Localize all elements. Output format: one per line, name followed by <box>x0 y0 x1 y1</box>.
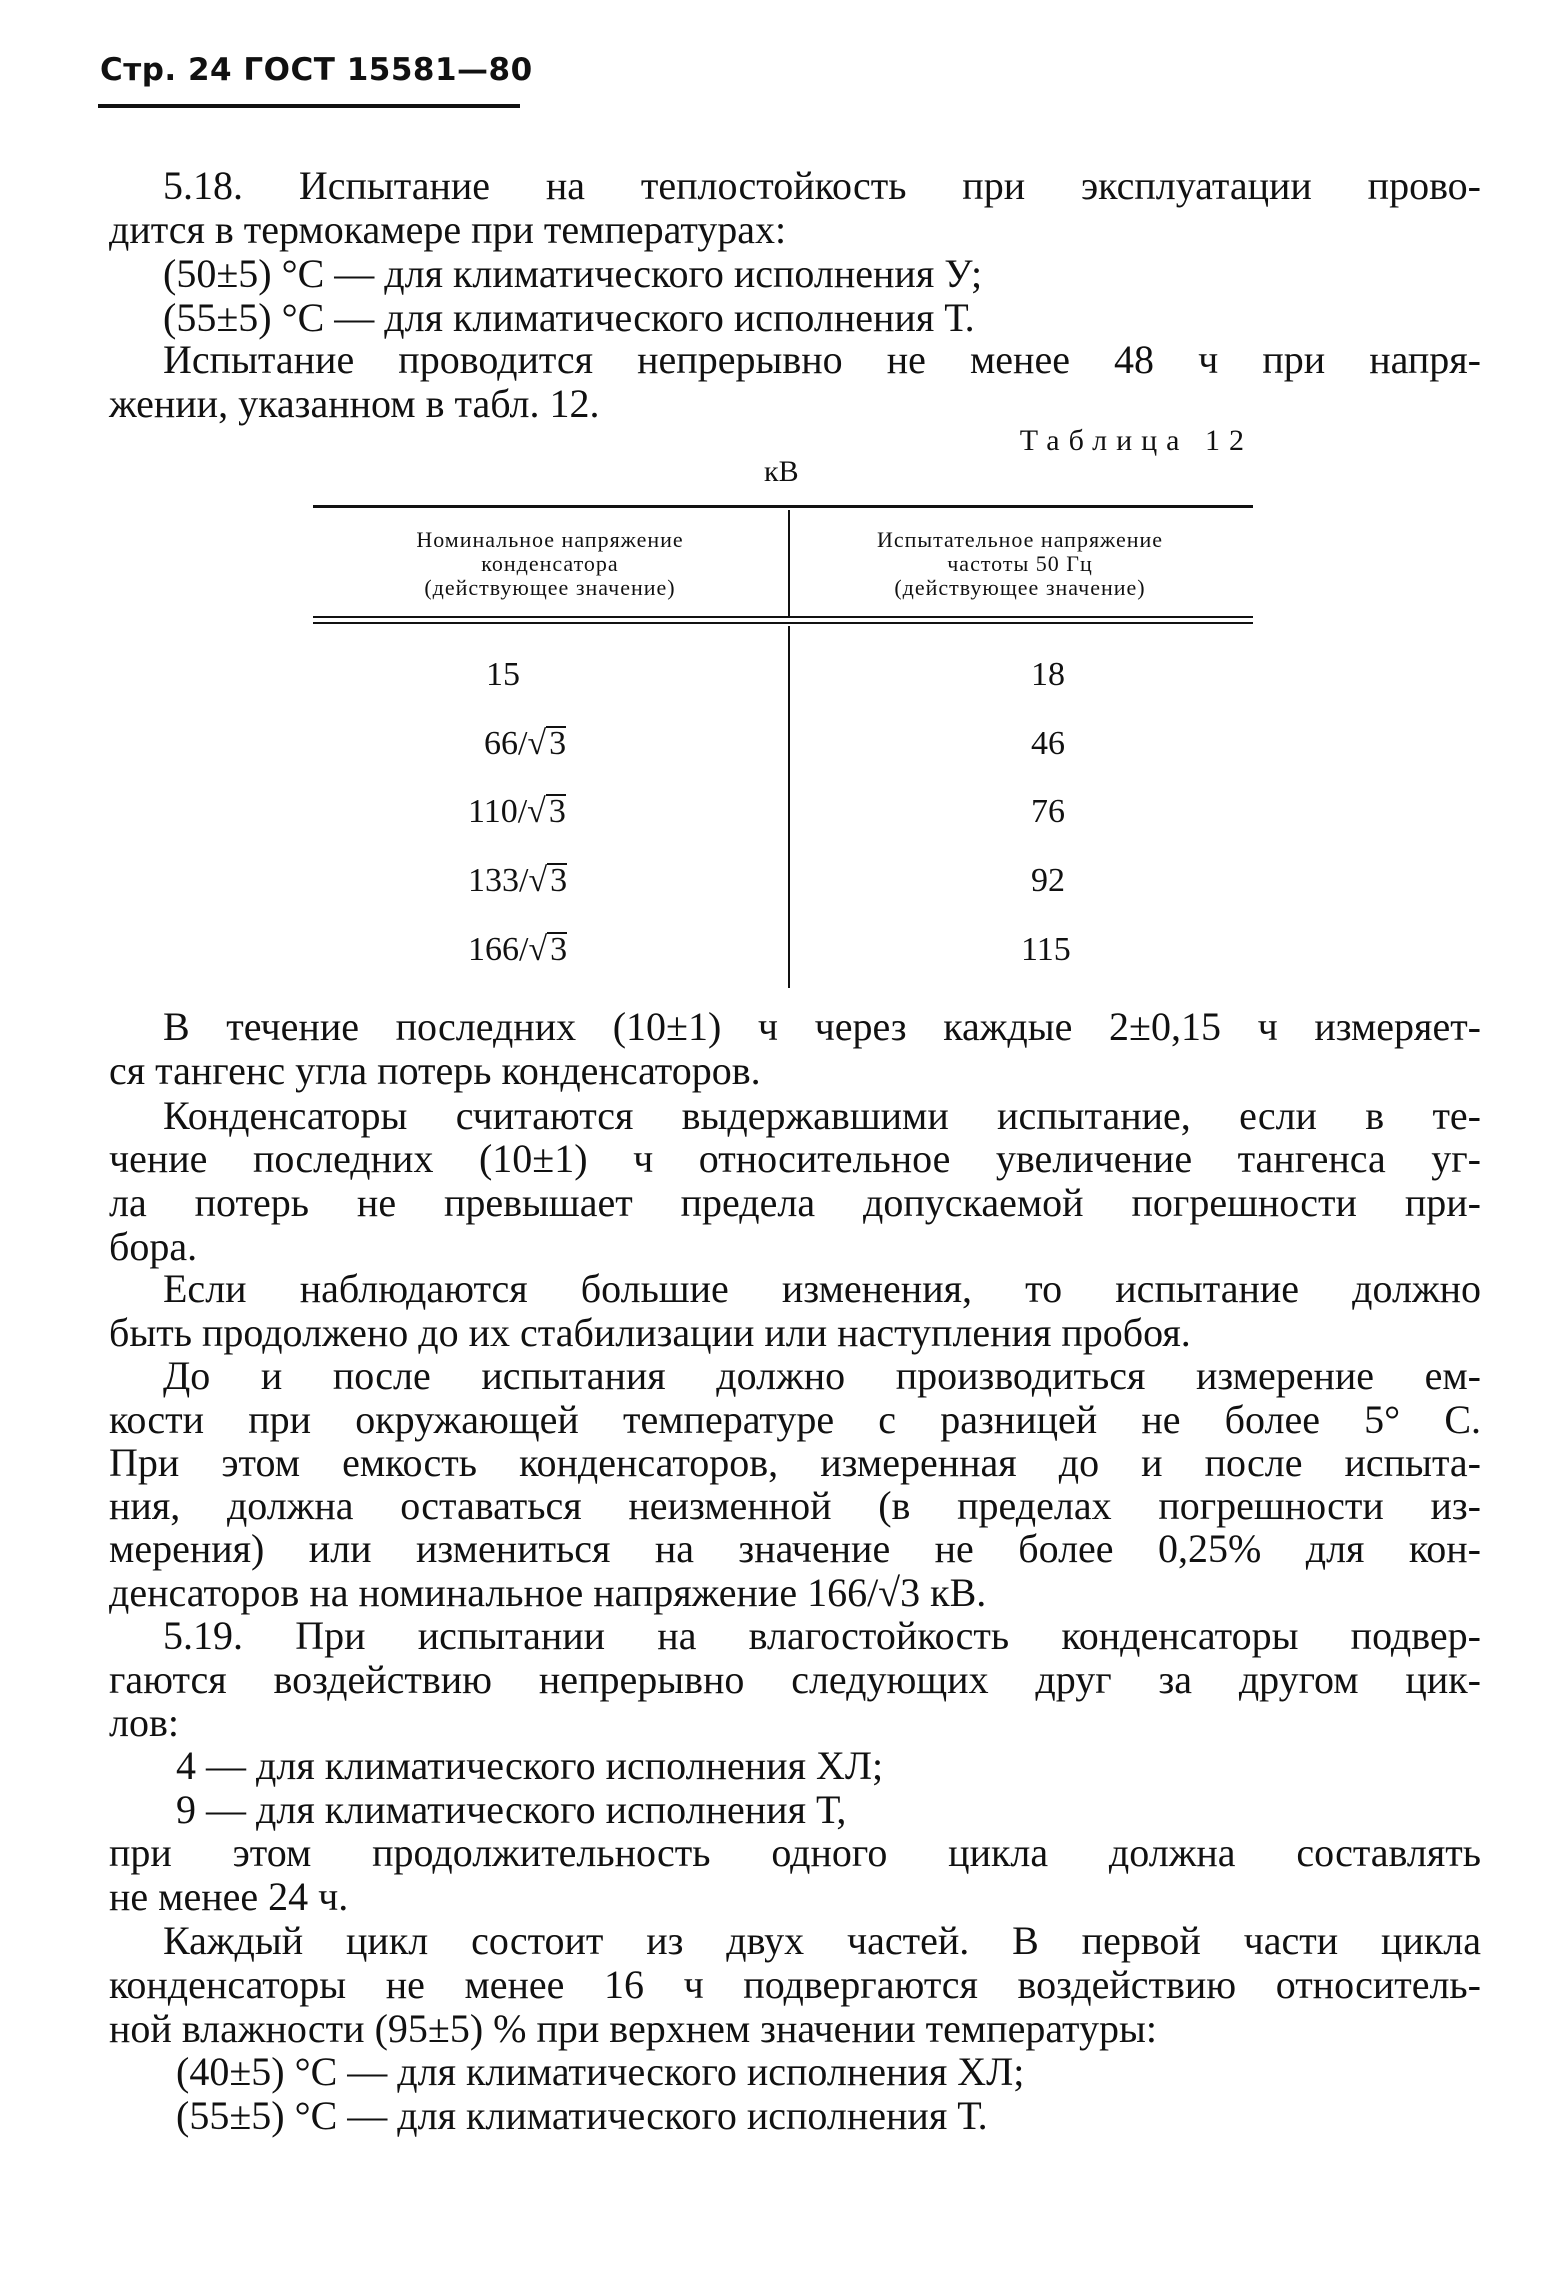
page-header: Стр. 24 ГОСТ 15581—80 <box>100 52 533 88</box>
table-header-divider <box>788 510 790 618</box>
header-line: конденсатора <box>481 551 619 576</box>
sqrt-radicand: 3 <box>547 932 567 966</box>
text-line: кости при окружающей температуре с разницей не более 5° С. <box>109 1397 1481 1442</box>
text-line: при этом продолжительность одного цикла должна составлять <box>109 1830 1481 1875</box>
text-line: (55±5) °С — для климатического исполнения Т. <box>163 295 975 340</box>
table-unit: кВ <box>764 455 799 488</box>
column-header-nominal <box>330 528 770 600</box>
header-line: частоты 50 Гц <box>947 551 1093 576</box>
table-cell-nominal <box>486 655 520 695</box>
header-line: (действующее значение) <box>424 575 676 600</box>
table-cell-test: 76 <box>1031 793 1065 830</box>
text-line: денсаторов на номинальное напряжение 166/√3 кВ. <box>109 1570 987 1615</box>
text-line: дится в термокамере при температурах: <box>109 207 787 252</box>
sqrt-radicand: 3 <box>547 863 567 897</box>
table-cell-nominal <box>468 792 566 832</box>
nominal-value: 15 <box>486 656 520 693</box>
text-line: бора. <box>109 1224 198 1269</box>
text-line: При этом емкость конденсаторов, измеренная до и после испыта- <box>109 1440 1481 1485</box>
text-line: ния, должна оставаться неизменной (в пределах погрешности из- <box>109 1483 1481 1528</box>
text-line: В течение последних (10±1) ч через каждые 2±0,15 ч измеряет- <box>163 1004 1481 1049</box>
text-line: не менее 24 ч. <box>109 1874 349 1919</box>
table-cell-nominal <box>468 930 567 970</box>
text-line: (50±5) °С — для климатического исполнения У; <box>163 251 983 296</box>
table-cell-test: 18 <box>1031 656 1065 693</box>
text-line: Конденсаторы считаются выдержавшими испытание, если в те- <box>163 1093 1481 1138</box>
nominal-value: 110/√ <box>468 793 546 830</box>
text-line: жении, указанном в табл. 12. <box>109 381 600 426</box>
text-line: ся тангенс угла потерь конденсаторов. <box>109 1048 761 1093</box>
text-line: До и после испытания должно производиться измерение ем- <box>163 1353 1481 1398</box>
nominal-value: 66/√ <box>484 725 547 762</box>
nominal-value: 166/√ <box>468 931 548 968</box>
table-header-rule-2 <box>313 622 1253 624</box>
text-line: (40±5) °С — для климатического исполнения ХЛ; <box>176 2049 1025 2094</box>
text-line: мерения) или измениться на значение не более 0,25% для кон- <box>109 1526 1481 1571</box>
text-line: 9 — для климатического исполнения Т, <box>176 1787 847 1832</box>
table-body-divider <box>788 626 790 988</box>
table-header-rule-1 <box>313 616 1253 618</box>
table-cell-nominal <box>484 724 566 764</box>
nominal-value: 133/√ <box>468 862 548 899</box>
text-line: Каждый цикл состоит из двух частей. В первой части цикла <box>163 1918 1481 1963</box>
text-line: Если наблюдаются большие изменения, то испытание должно <box>163 1266 1481 1311</box>
text-line: 5.18. Испытание на теплостойкость при эксплуатации прово- <box>163 163 1481 208</box>
text-line: гаются воздействию непрерывно следующих друг за другом цик- <box>109 1657 1481 1702</box>
text-line: ной влажности (95±5) % при верхнем значении температуры: <box>109 2006 1157 2051</box>
text-line: (55±5) °С — для климатического исполнения Т. <box>176 2093 988 2138</box>
table-caption: Таблица 12 <box>1019 424 1253 457</box>
table-cell-test: 92 <box>1031 862 1065 899</box>
column-header-test <box>800 528 1240 600</box>
text-line: быть продолжено до их стабилизации или наступления пробоя. <box>109 1310 1191 1355</box>
header-underline <box>98 104 520 108</box>
table-cell-test: 115 <box>1021 931 1071 968</box>
text-line: Испытание проводится непрерывно не менее 48 ч при напря- <box>163 337 1481 382</box>
header-line: Номинальное напряжение <box>416 527 684 552</box>
text-line: чение последних (10±1) ч относительное увеличение тангенса уг- <box>109 1136 1481 1181</box>
text-line: лов: <box>109 1700 179 1745</box>
table-cell-test: 46 <box>1031 725 1065 762</box>
sqrt-radicand: 3 <box>546 794 566 828</box>
text-line: конденсаторы не менее 16 ч подвергаются воздействию относитель- <box>109 1962 1481 2007</box>
text-line: 4 — для климатического исполнения ХЛ; <box>176 1743 884 1788</box>
table-cell-nominal <box>468 861 567 901</box>
text-line: 5.19. При испытании на влагостойкость конденсаторы подвер- <box>163 1613 1481 1658</box>
header-line: Испытательное напряжение <box>876 527 1164 552</box>
table-top-rule <box>313 505 1253 508</box>
header-line: (действующее значение) <box>894 575 1146 600</box>
sqrt-radicand: 3 <box>546 726 566 760</box>
text-line: ла потерь не превышает предела допускаемой погрешности при- <box>109 1180 1481 1225</box>
